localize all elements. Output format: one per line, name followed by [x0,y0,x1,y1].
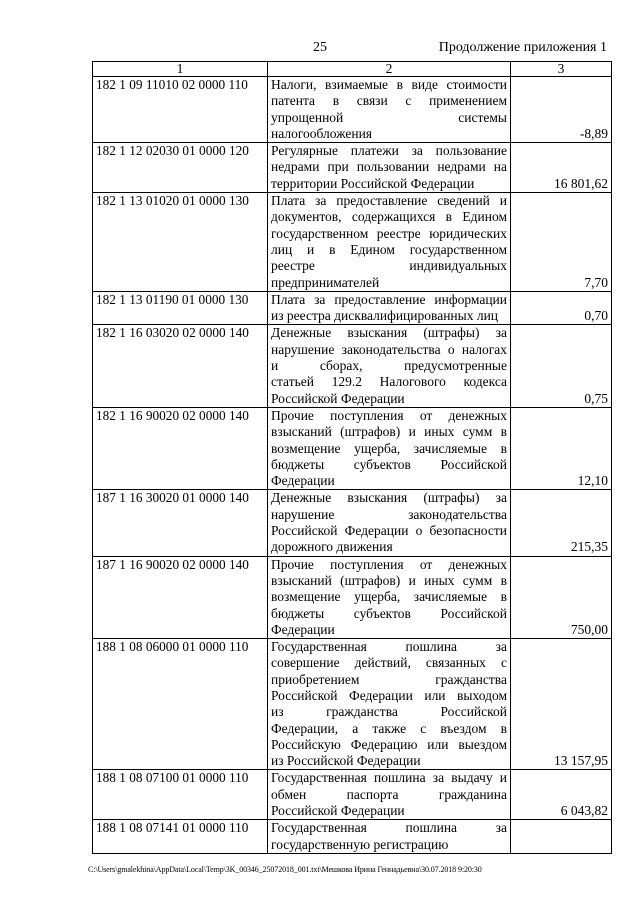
table-row [93,291,612,325]
revenue-description [268,291,511,325]
description-line: возмещение ущерба, зачисляемые в [271,589,507,605]
description-line: из гражданства Российской [271,704,507,720]
description-line: бюджеты субъектов Российской [271,605,507,621]
revenue-amount: 750,00 [511,556,612,638]
description-line: Российской Федерации [271,390,405,406]
revenue-amount [511,820,612,854]
file-path-footer: C:\Users\gmalekhina\AppData\Local\Temp\3K_00346_25072018_001.txt\Мешкова Ирина Геннадьевна\30.07.2018 9:20:30 [88,865,482,874]
revenue-description [268,407,511,489]
description-line: Прочие поступления от денежных [271,407,507,423]
description-line: предпринимателей [271,274,380,290]
description-line: патента в связи с применением [271,93,507,109]
description-line: Российской Федерации [271,803,405,819]
description-line: Налоги, взимаемые в виде стоимости [271,77,507,92]
description-line: Государственная пошлина за выдачу и [271,770,507,786]
revenue-code: 182 1 12 02030 01 0000 120 [93,143,268,193]
description-line: возмещение ущерба, зачисляемые в [271,440,507,456]
revenue-description [268,490,511,556]
revenue-amount: 12,10 [511,407,612,489]
revenue-amount: 0,75 [511,325,612,407]
revenue-code: 182 1 09 11010 02 0000 110 [93,77,268,143]
revenue-description [268,193,511,292]
revenue-code: 188 1 08 07141 01 0000 110 [93,820,268,854]
table-header-row [93,62,612,77]
description-line: лиц и в Едином государственном [271,241,507,257]
revenue-code: 188 1 08 06000 01 0000 110 [93,639,268,770]
revenue-code: 187 1 16 90020 02 0000 140 [93,556,268,638]
revenue-description [268,143,511,193]
table-row [93,490,612,556]
description-line: территории Российской Федерации [271,175,475,191]
revenue-description [268,770,511,820]
revenue-amount: 6 043,82 [511,770,612,820]
description-line: документов, содержащихся в Едином [271,209,507,225]
description-line: обмен паспорта гражданина [271,786,507,802]
description-line: упрощенной системы [271,109,507,125]
description-line: Плата за предоставление сведений и [271,193,507,209]
column-header-3: 3 [511,62,612,77]
table-row [93,325,612,407]
description-line: дорожного движения [271,539,393,555]
revenue-amount: 0,70 [511,291,612,325]
description-line: Прочие поступления от денежных [271,556,507,572]
table-row [93,193,612,292]
description-line: Российскую Федерацию или выездом [271,736,507,752]
revenue-description [268,639,511,770]
description-line: из Российской Федерации [271,753,421,769]
page-number: 25 [313,40,327,55]
description-line: Плата за предоставление информации [271,291,507,307]
column-header-2: 2 [268,62,511,77]
column-header-1: 1 [93,62,268,77]
description-line: приобретением гражданства [271,671,507,687]
revenue-amount: 7,70 [511,193,612,292]
table-row [93,143,612,193]
description-line: Федерации [271,473,335,489]
revenue-description [268,77,511,143]
description-line: Федерации, а также с въездом в [271,720,507,736]
description-line: недрами при пользовании недрами на [271,159,507,175]
revenue-amount: 13 157,95 [511,639,612,770]
revenue-description [268,556,511,638]
description-line: взысканий (штрафов) и иных сумм в [271,572,507,588]
description-line: совершение действий, связанных с [271,655,507,671]
revenue-table [92,61,612,854]
revenue-code: 182 1 16 90020 02 0000 140 [93,407,268,489]
description-line: и сборах, предусмотренные [271,358,507,374]
description-line: Государственная пошлина за [271,639,507,655]
table-row [93,639,612,770]
description-line: нарушение законодательства [271,506,507,522]
description-line: реестре индивидуальных [271,258,507,274]
description-line: государственном реестре юридических [271,225,507,241]
table-row [93,407,612,489]
continuation-label: Продолжение приложения 1 [438,40,607,55]
revenue-description [268,325,511,407]
table-row [93,556,612,638]
table-row [93,820,612,854]
table-row [93,77,612,143]
revenue-description [268,820,511,854]
description-line: Денежные взыскания (штрафы) за [271,490,507,506]
revenue-code: 182 1 13 01020 01 0000 130 [93,193,268,292]
revenue-code: 182 1 16 03020 02 0000 140 [93,325,268,407]
description-line: Регулярные платежи за пользование [271,143,507,159]
description-line: Федерации [271,621,335,637]
table-body [93,77,612,854]
description-line: из реестра дисквалифицированных лиц [271,308,499,324]
description-line: взысканий (штрафов) и иных сумм в [271,424,507,440]
revenue-code: 187 1 16 30020 01 0000 140 [93,490,268,556]
description-line: государственную регистрацию [271,836,449,852]
description-line: Российской Федерации или выходом [271,687,507,703]
description-line: налогообложения [271,125,373,141]
description-line: нарушение законодательства о налогах [271,341,507,357]
description-line: Денежные взыскания (штрафы) за [271,325,507,341]
revenue-code: 182 1 13 01190 01 0000 130 [93,291,268,325]
description-line: бюджеты субъектов Российской [271,456,507,472]
revenue-amount: 215,35 [511,490,612,556]
description-line: Государственная пошлина за [271,820,507,836]
description-line: статьей 129.2 Налогового кодекса [271,374,507,390]
revenue-amount: 16 801,62 [511,143,612,193]
revenue-code: 188 1 08 07100 01 0000 110 [93,770,268,820]
revenue-amount: -8,89 [511,77,612,143]
table-row [93,770,612,820]
description-line: Российской Федерации о безопасности [271,523,507,539]
